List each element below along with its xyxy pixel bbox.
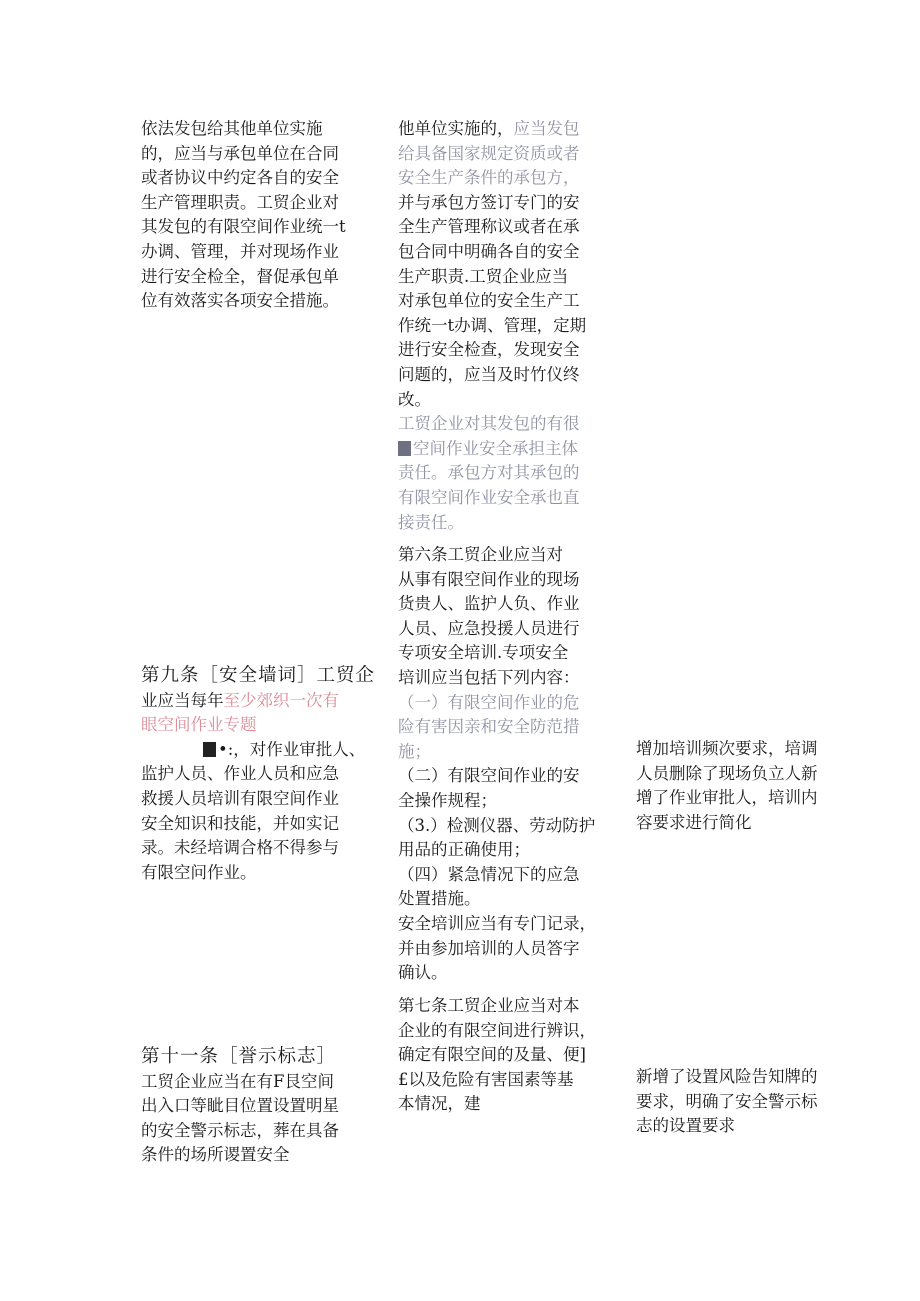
text-line: 录。未经培调合格不得参与: [141, 838, 339, 858]
highlight-text: 责任。承包方对其承包的: [398, 463, 580, 483]
text-line: 增加培训频次要求，培调: [636, 739, 818, 758]
text-line: 出入口等眦目位置设置明星: [141, 1096, 339, 1116]
text-line: 依法发包给其他单位实施: [141, 119, 323, 138]
text-line: 全操作规程；: [398, 790, 497, 810]
highlight-text: 险有害因亲和安全防范措: [398, 717, 580, 737]
text-line: 第六条工贸企业应当对: [398, 545, 563, 564]
text-line: 人员删除了现场负立人新: [636, 763, 818, 783]
text-line: （四）紧急情况下的应急: [398, 864, 580, 884]
highlight-text: （一）有限空间作业的危: [398, 692, 580, 712]
middle-column-block1: [398, 117, 586, 535]
text-line: 进行安全检全，督促承包单: [141, 266, 339, 286]
article-11-heading: 第十一条［誉示标志］: [141, 1046, 337, 1067]
text-line: 其发包的有限空间作业统一t: [141, 217, 346, 237]
text-line: 生产管理职责。工贸企业对: [141, 192, 339, 212]
text-line: 专项安全培训.专项安全: [398, 643, 569, 663]
right-note-training: [636, 737, 818, 835]
text-line: 从事有限空间作业的现场: [398, 569, 580, 589]
text-line: £以及危险有害国素等基: [398, 1069, 574, 1089]
highlight-text: 至少郊织一次有: [223, 690, 339, 710]
left-column-block1: [141, 117, 346, 314]
text-line: 位有效落实各项安全措施。: [141, 291, 339, 311]
highlight-text: 安全生产条件的承包方，: [398, 168, 580, 188]
text-line: 进行安全检查，发现安全: [398, 340, 580, 360]
text-line: 包合同中明确各自的安全: [398, 241, 580, 261]
left-article-9: [141, 664, 375, 885]
middle-article-6: [398, 543, 596, 986]
highlight-text: 应当发包: [513, 119, 580, 138]
text-line: 培训应当包括下列内容：: [398, 667, 580, 687]
redaction-block: [203, 742, 216, 757]
text-segment: 他单位实施的，: [398, 119, 514, 138]
text-segment: 业应当每年: [141, 690, 224, 710]
text-line: 救援人员培训有限空间作业: [141, 788, 339, 808]
text-line: [398, 437, 586, 462]
left-article-11: [141, 1045, 339, 1168]
text-line: 安全知识和技能，并如实记: [141, 813, 339, 833]
text-line: 工贸企业应当在有F艮空间: [141, 1071, 334, 1091]
right-note-warning-sign: [636, 1065, 818, 1139]
text-line: [141, 689, 375, 714]
redaction-block: [398, 441, 411, 456]
text-line: 的安全警示标志，葬在具备: [141, 1120, 339, 1140]
text-line: 人员、应急投援人员进行: [398, 618, 580, 638]
text-line: 的，应当与承包单位在合同: [141, 143, 339, 163]
text-line: 安全培训应当有专门记录，: [398, 913, 596, 933]
text-line: [141, 738, 375, 763]
text-line: 本情况，建: [398, 1094, 481, 1114]
text-line: 志的设置要求: [636, 1116, 735, 1136]
highlight-text: 眼空间作业专题: [141, 715, 257, 735]
text-line: 用品的正确使用；: [398, 840, 530, 860]
text-line: 办调、管理，并对现场作业: [141, 241, 339, 261]
highlight-text: 施；: [398, 741, 431, 761]
text-line: 货贵人、监护人负、作业: [398, 594, 580, 614]
text-line: 容要求进行简化: [636, 812, 752, 832]
middle-article-7: [398, 994, 596, 1117]
text-line: 有限空问作业。: [141, 862, 257, 882]
text-line: 生产职责.工贸企业应当: [398, 266, 569, 286]
text-line: （二）有限空间作业的安: [398, 766, 580, 786]
text-line: 确认。: [398, 963, 448, 983]
text-line: 全生产管理称议或者在承: [398, 217, 580, 237]
text-line: 改。: [398, 389, 431, 409]
text-line: 企业的有限空间进行辨识，: [398, 1020, 596, 1040]
text-line: 条件的场所谡置安全: [141, 1145, 290, 1165]
highlight-text: 空间作业安全承担主体: [413, 438, 578, 458]
highlight-text: 工贸企业对其发包的有很: [398, 414, 580, 434]
text-line: 作统一t办调、管理，定期: [398, 315, 587, 335]
article-9-heading: 第九条［安全墙词］工贸企: [141, 665, 376, 686]
text-line: 并由参加培训的人员答字: [398, 938, 580, 958]
text-line: 并与承包方签订专门的安: [398, 192, 580, 212]
text-line: （3.）检测仪器、劳动防护: [398, 815, 596, 835]
text-line: 问题的，应当及时竹仪终: [398, 364, 580, 384]
highlight-text: 有限空间作业安全承也直: [398, 487, 580, 507]
highlight-text: 给具备国家规定资质或者: [398, 143, 580, 163]
text-line: 对承包单位的安全生产工: [398, 291, 580, 311]
text-line: [398, 117, 586, 142]
text-line: 增了作业审批人，培训内: [636, 788, 818, 808]
text-line: 处置措施。: [398, 889, 481, 909]
text-line: 确定有限空间的及量、便]: [398, 1045, 586, 1065]
highlight-text: 接责任。: [398, 512, 464, 532]
text-line: 或者协议中约定各自的安全: [141, 168, 339, 188]
text-segment: •:，对作业审批人、: [218, 739, 366, 759]
text-line: 监护人员、作业人员和应急: [141, 764, 339, 784]
text-line: 新增了设置风险告知牌的: [636, 1067, 818, 1086]
text-line: 要求，明确了安全警示标: [636, 1091, 818, 1111]
text-line: 第七条工贸企业应当对本: [398, 996, 580, 1015]
